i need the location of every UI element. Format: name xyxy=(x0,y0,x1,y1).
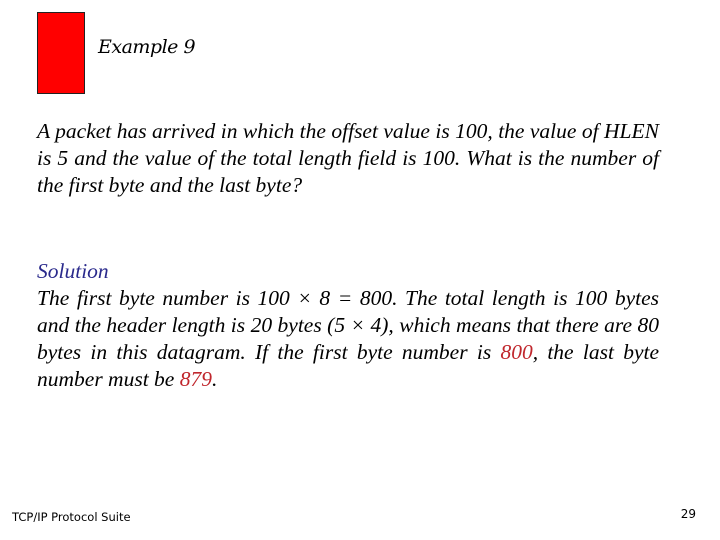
solution-text-part-3: . xyxy=(211,367,218,391)
solution-heading: Solution xyxy=(37,259,109,283)
question-text: A packet has arrived in which the offset value is 100, the value of HLEN is 5 and the value of the total length field is 100. What is the number of the first byte and the last byte? xyxy=(37,119,659,197)
example-title: Example 9 xyxy=(98,36,196,58)
solution-body xyxy=(37,285,659,393)
decorative-red-box xyxy=(37,12,85,94)
footer-book-title: TCP/IP Protocol Suite xyxy=(12,510,131,524)
first-byte-value: 800 xyxy=(500,340,533,364)
page-number: 29 xyxy=(680,507,696,521)
solution-text-part-1: The first byte number is 100 × 8 = 800. The total length is 100 bytes and the header length is 20 bytes (5 × 4), which means that there are 80 bytes in this datagram. If the first byte number is xyxy=(37,286,659,364)
solution-text-part-2: , the last byte number must be xyxy=(37,340,659,391)
last-byte-value: 879 xyxy=(179,367,212,391)
